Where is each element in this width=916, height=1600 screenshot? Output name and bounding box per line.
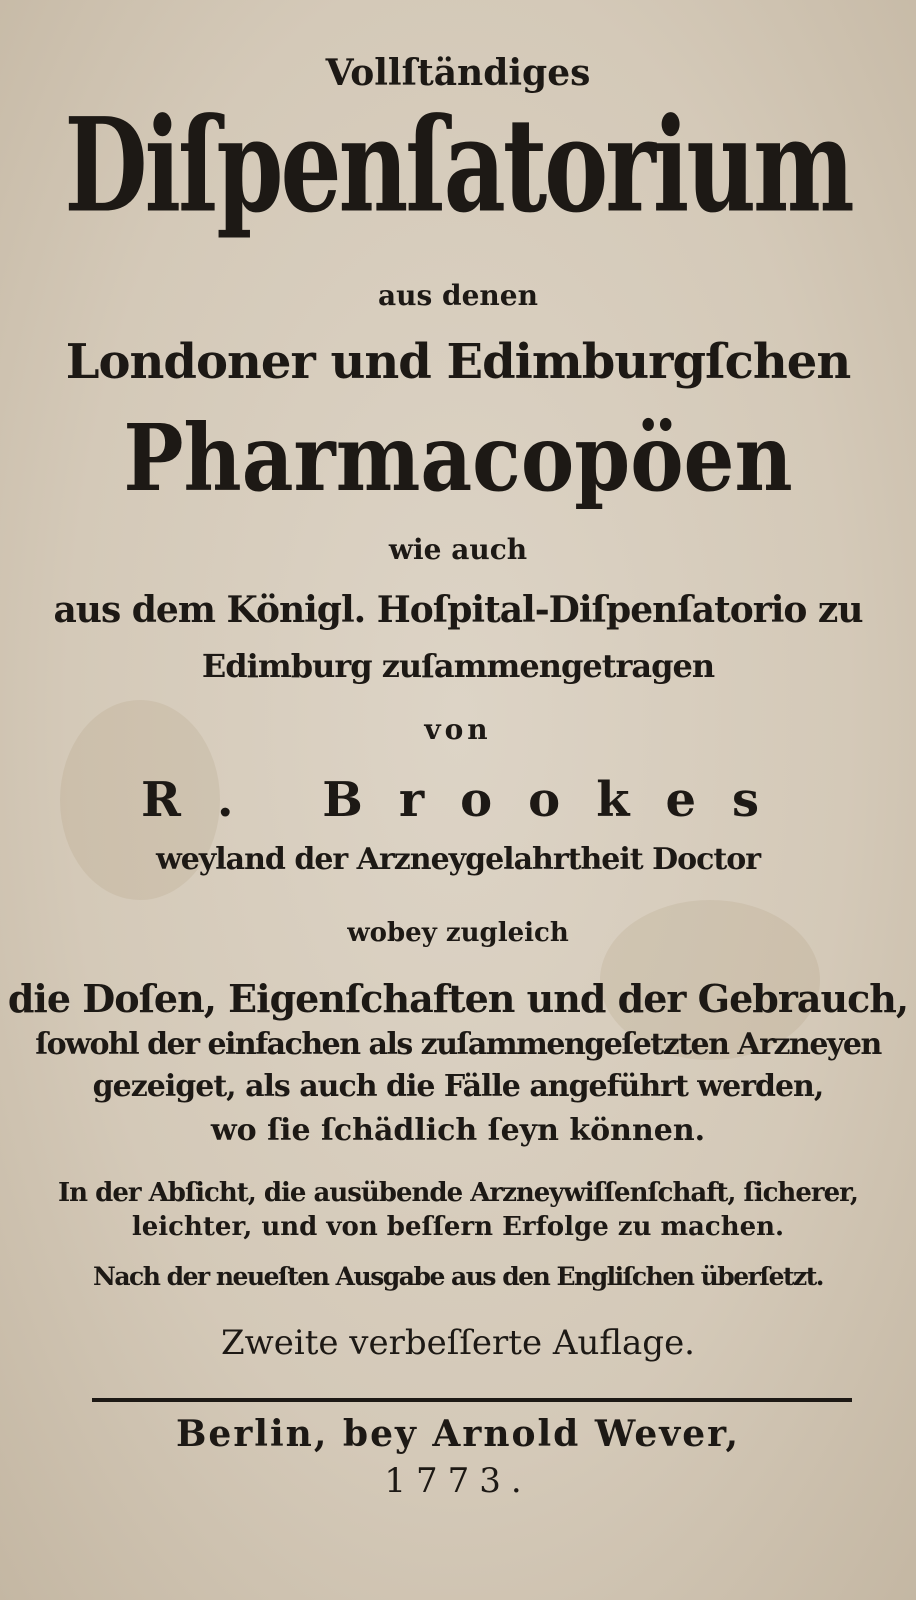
author-name: R. Brookes: [140, 772, 796, 828]
title-line-londoner: Londoner und Edimburgſchen: [65, 334, 851, 390]
title-line-vollstaendiges: Vollſtändiges: [325, 52, 591, 94]
title-line-pharmacopoeen: Pharmacopöen: [123, 403, 793, 513]
title-line-aus-denen: aus denen: [378, 279, 538, 312]
description-line-1: die Doſen, Eigenſchaften und der Gebrauch,: [7, 976, 909, 1021]
title-line-hospital: aus dem Königl. Hoſpital-Diſpenſatorio zu: [53, 589, 863, 631]
edition-note: Zweite verbeſſerte Auflage.: [220, 1323, 695, 1363]
title-line-edimburg: Edimburg zuſammengetragen: [201, 647, 715, 685]
imprint: Berlin, bey Arnold Wever,: [176, 1413, 740, 1455]
purpose-line-1: In der Abſicht, die ausübende Arzneywiſſenſchaft, ſicherer,: [58, 1178, 858, 1208]
divider-rule: [92, 1398, 852, 1402]
main-title: Diſpenſatorium: [64, 89, 852, 242]
title-line-von: von: [424, 713, 492, 746]
description-line-2: ſowohl der einfachen als zuſammengeſetzten Arzneyen: [35, 1027, 881, 1062]
publication-year: 1773.: [384, 1461, 532, 1501]
title-line-wobey: wobey zugleich: [347, 918, 569, 948]
author-title: weyland der Arzneygelahrtheit Doctor: [155, 842, 761, 877]
purpose-line-2: leichter, und von beſſern Erfolge zu machen.: [131, 1212, 785, 1242]
title-line-wie-auch: wie auch: [388, 533, 528, 566]
description-line-4: wo ſie ſchädlich ſeyn können.: [210, 1113, 706, 1148]
translation-note: Nach der neueſten Ausgabe aus den Engliſchen überſetzt.: [92, 1262, 824, 1291]
description-line-3: gezeiget, als auch die Fälle angeführt werden,: [92, 1069, 824, 1104]
